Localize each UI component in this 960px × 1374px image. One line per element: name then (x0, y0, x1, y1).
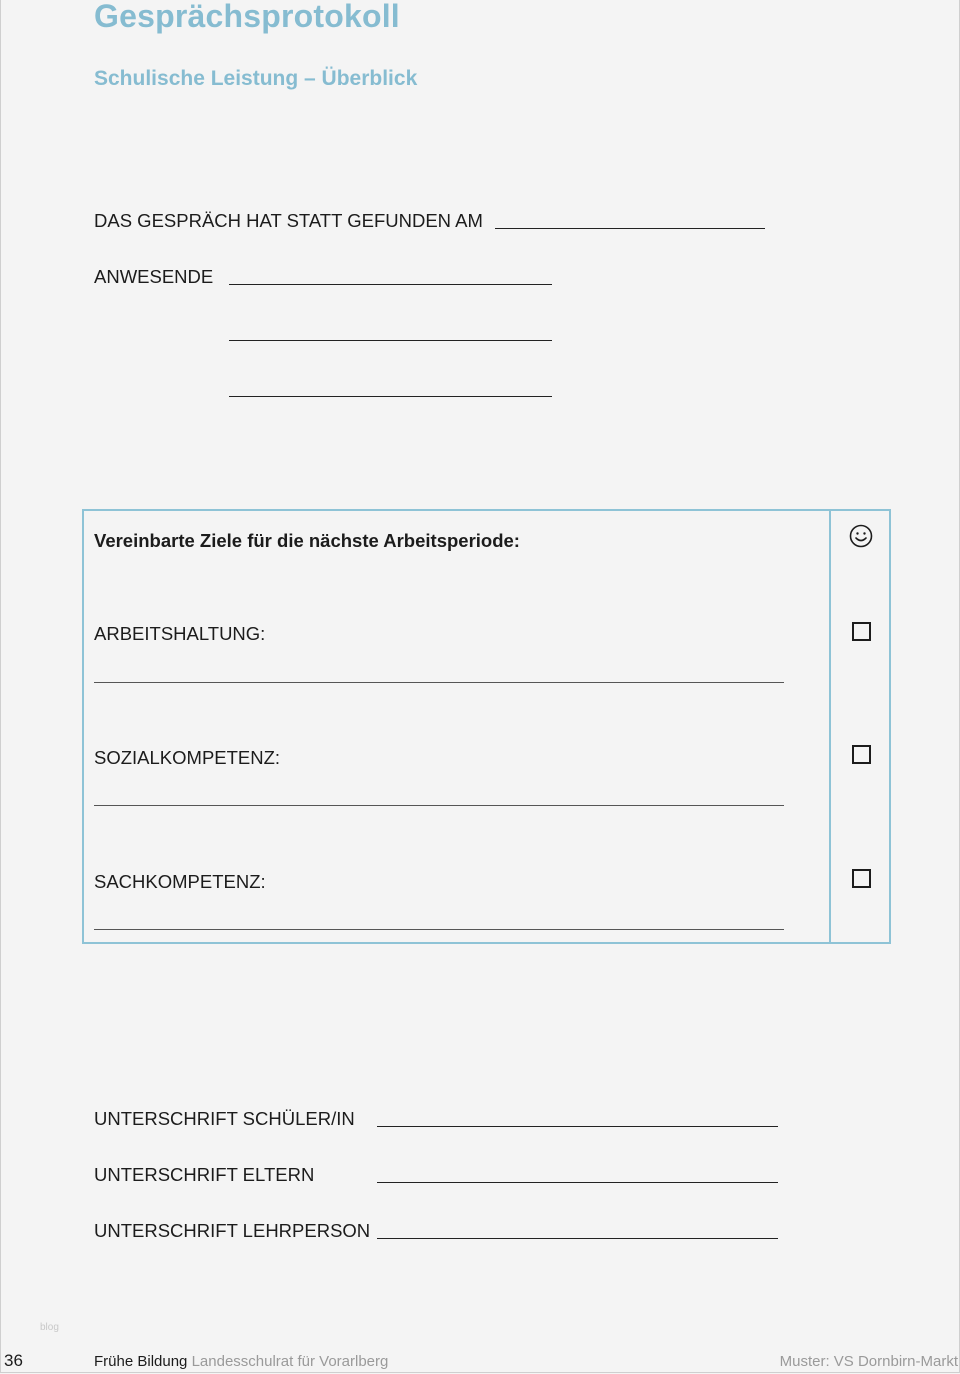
goal-label-sachkompetenz: SACHKOMPETENZ: (94, 871, 266, 892)
goal-line-arbeitshaltung[interactable] (94, 682, 784, 683)
goal-checkbox-sozialkompetenz[interactable] (852, 745, 871, 764)
signature-student-line[interactable] (377, 1126, 778, 1127)
signature-teacher-line[interactable] (377, 1238, 778, 1239)
attendee-field-line-3[interactable] (229, 396, 552, 397)
attendees-label: ANWESENDE (94, 266, 214, 287)
footer-sample-note: Muster: VS Dornbirn-Markt (779, 1353, 958, 1370)
footer-brand: Frühe Bildung (94, 1353, 188, 1370)
goal-checkbox-sachkompetenz[interactable] (852, 869, 871, 888)
attendee-field-line-2[interactable] (229, 340, 552, 341)
footer-publisher (94, 1353, 388, 1370)
smiley-icon (849, 524, 873, 548)
page-title: Gesprächsprotokoll (94, 0, 400, 34)
goal-label-sozialkompetenz: SOZIALKOMPETENZ: (94, 747, 281, 768)
page-number: 36 (4, 1351, 23, 1370)
goal-line-sozialkompetenz[interactable] (94, 805, 784, 806)
page-subtitle: Schulische Leistung – Überblick (94, 67, 418, 90)
goal-line-sachkompetenz[interactable] (94, 929, 784, 930)
signature-teacher-label: UNTERSCHRIFT LEHRPERSON (94, 1220, 371, 1241)
date-field-line[interactable] (495, 228, 765, 229)
goal-checkbox-arbeitshaltung[interactable] (852, 622, 871, 641)
goal-label-arbeitshaltung: ARBEITSHALTUNG: (94, 623, 266, 644)
date-label: DAS GESPRÄCH HAT STATT GEFUNDEN AM (94, 210, 483, 231)
footer-org: Landesschulrat für Vorarlberg (191, 1353, 389, 1370)
signature-student-label: UNTERSCHRIFT SCHÜLER/IN (94, 1108, 355, 1129)
attendee-field-line-1[interactable] (229, 284, 552, 285)
signature-parents-line[interactable] (377, 1182, 778, 1183)
goals-title: Vereinbarte Ziele für die nächste Arbeitsperiode: (94, 530, 520, 551)
watermark: blog (40, 1322, 59, 1333)
signature-parents-label: UNTERSCHRIFT ELTERN (94, 1164, 315, 1185)
